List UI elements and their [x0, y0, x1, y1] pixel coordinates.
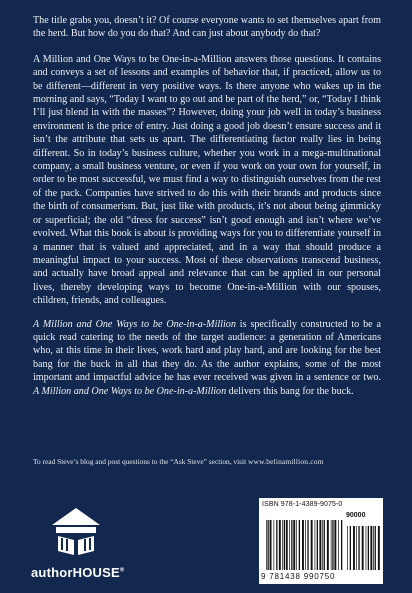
registered-mark: ®: [119, 567, 125, 574]
barcode-bar: [358, 526, 359, 570]
publisher-name: authorHOUSE®: [31, 565, 125, 580]
barcode-bar: [276, 520, 277, 570]
barcode-bar: [284, 520, 285, 570]
barcode-bar: [293, 520, 295, 570]
closing-paragraph: [33, 318, 381, 398]
barcode-bar: [296, 520, 297, 570]
barcode-bar: [334, 520, 336, 570]
isbn-number: ISBN 978-1-4389-9075-0: [262, 501, 343, 508]
barcode-bar: [338, 520, 339, 570]
barcode-bar: [302, 520, 304, 570]
back-cover-text: [33, 14, 381, 408]
closing-paragraph-text-1: is specifically constructed to be a quick read catering to the needs of the target audience: a generation of Americans who, at this time in their lives, work hard and play hard, and are looking for the best bang for the buck in all that they do. As the author explains, some of the most important and impactful advice he has ever received was given in a sentence or two.: [33, 318, 382, 384]
barcode-bar: [305, 520, 306, 570]
barcode-bar: [356, 526, 357, 570]
barcode-bar: [341, 520, 342, 570]
barcode-bar: [368, 526, 369, 570]
barcode-bar: [347, 526, 348, 570]
barcode-bar: [327, 520, 329, 570]
barcode-bar: [370, 526, 372, 570]
barcode-bar: [353, 526, 355, 570]
barcode-bar: [350, 526, 351, 570]
isbn-barcode: [259, 498, 383, 584]
barcode-bar: [274, 520, 275, 570]
barcode-bar: [378, 526, 380, 570]
main-paragraph: A Million and One Ways to be One-in-a-Million answers those questions. It contains and conveys a set of lessons and examples of behavior that, if practiced, allow us to be different—different in very positive ways. Is there anyone who wakes up in the morning and says, “Today I want to go out and be part of the herd,” or, “Today I think I’ll just blend in with the masses”? However, doing your job well in today’s business environment is the price of entry. Just doing a good job doesn’t ensure success and it isn’t the attribute that sets us apart. The differentiating factor really lies in being different. So in today’s business culture, whether you work in a mega-multinational company, a small business venture, or even if you work on your own for yourself, in order to be most successful, we must find a way to distinguish ourselves from the rest of the pack. Companies have strived to do this with their brands and products since the birth of consumerism. But, just like with products, it’s not about being gimmicky or superficial; the old “dress for success” isn’t good enough and isn’t where we’ve evolved. What this book is about is providing ways for you to differentiate yourself in a manner that is valued and appreciated, and in a way that should produce a meaningful impact to your success. Most of these observations transcend business, and actually have broad appeal and relevance that can be applied in our personal lives, thereby developing ways to become One-in-a-Million with our spouses, children, friends, and colleagues.: [33, 53, 381, 307]
barcode-bar: [282, 520, 283, 570]
closing-paragraph-text-2: delivers this bang for the buck.: [226, 385, 354, 397]
intro-paragraph: The title grabs you, doesn’t it? Of course everyone wants to set themselves apart from the herd. But how do you do that? And can just about anybody do that?: [33, 15, 381, 40]
barcode-bar: [311, 520, 313, 570]
barcode-bar: [307, 520, 308, 570]
book-title-italic-2: A Million and One Ways to be One-in-a-Million: [33, 385, 227, 397]
barcode-bar: [289, 520, 290, 570]
barcode-bar: [366, 526, 367, 570]
barcode-bar: [362, 526, 364, 570]
barcode-bar: [299, 520, 300, 570]
barcode-digits: 9 781438 990750: [261, 572, 336, 581]
barcode-bar: [375, 526, 376, 570]
barcode-bar: [331, 520, 332, 570]
barcode-bar: [268, 520, 269, 570]
book-title-italic: A Million and One Ways to be One-in-a-Million: [33, 318, 236, 330]
barcode-bar: [286, 520, 288, 570]
price-code: 90000: [346, 512, 366, 519]
website-link[interactable]: www.belinamillion.com: [248, 457, 324, 466]
barcode-bar: [270, 520, 272, 570]
barcode-bar: [279, 520, 281, 570]
barcode-bar: [317, 520, 318, 570]
publisher-logo: [31, 505, 131, 587]
barcode-bar: [266, 520, 267, 570]
house-book-icon: [49, 505, 103, 557]
barcode-bar: [322, 520, 323, 570]
barcode-bar: [324, 520, 325, 570]
barcode-bar: [332, 520, 333, 570]
barcode-bar: [315, 520, 316, 570]
barcode-bar: [373, 526, 374, 570]
barcode-bars: [262, 520, 380, 572]
barcode-bar: [291, 520, 292, 570]
barcode-bar: [319, 520, 321, 570]
blog-promo: [33, 457, 381, 466]
blog-promo-text: To read Steve’s blog and post questions to the “Ask Steve” section, visit: [33, 457, 249, 466]
